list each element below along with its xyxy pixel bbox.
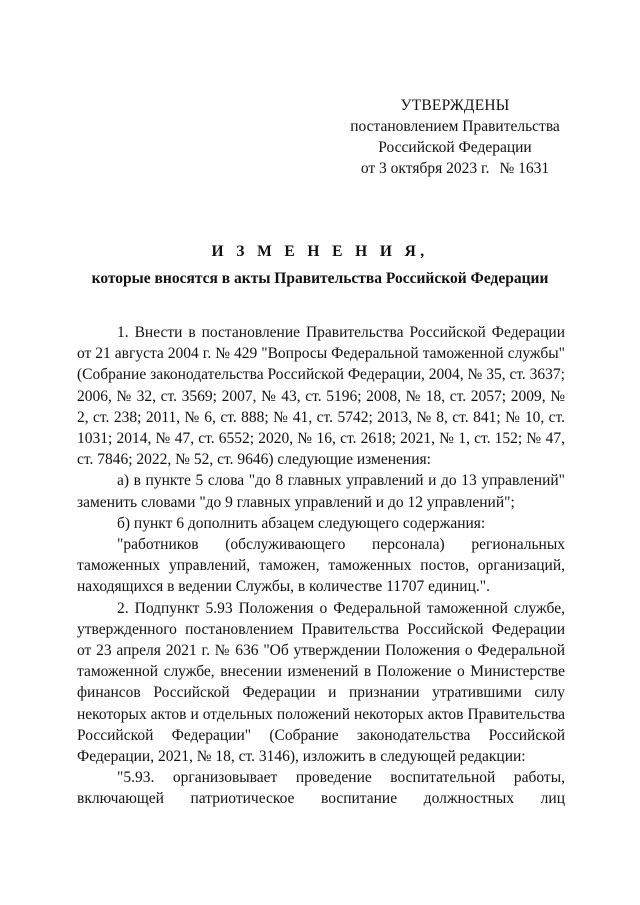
approval-line-resolution: постановлением Правительства <box>350 118 560 135</box>
document-subtitle: которые вносятся в акты Правительства Российской Федерации <box>91 270 549 287</box>
approval-date: от 3 октября 2023 г. <box>360 160 490 177</box>
paragraph-item-1a: а) в пункте 5 слова "до 8 главных управлений и до 13 управлений" заменить словами "до 9 главных управлений и до 12 управлений"; <box>77 472 565 511</box>
approval-line-federation: Российской Федерации <box>378 139 532 156</box>
approval-heading: УТВЕРЖДЕНЫ <box>400 97 510 114</box>
paragraph-quoted-addition: "работников (обслуживающего персонала) региональных таможенных управлений, таможен, таможенных постов, организаций, находящихся в ведении Службы, в количестве 11707 единиц.". <box>77 536 565 596</box>
paragraph-item-2: 2. Подпункт 5.93 Положения о Федеральной таможенной службе, утвержденного постановлением Правительства Российской Федерации от 23 апреля 2021 г. № 636 "Об утверждении Положения о Федеральной таможенной службе, внесении изменений в Положение о Министерстве финансов Российской Федерации и признании утратившими силу некоторых актов и отдельных положений некоторых актов Правительства Российской Федерации" (Собрание законодательства Российской Федерации, 2021, № 18, ст. 3146), изложить в следующей редакции: <box>77 599 565 766</box>
approval-date-line <box>330 158 580 179</box>
approval-stamp <box>330 95 580 179</box>
paragraph-item-1b: б) пункт 6 дополнить абзацем следующего содержания: <box>117 514 486 532</box>
document-body <box>77 322 565 810</box>
approval-number: № 1631 <box>499 160 550 177</box>
paragraph-item-1: 1. Внести в постановление Правительства Российской Федерации от 21 августа 2004 г. № 429 "Вопросы Федеральной таможенной службы" (Собрание законодательства Российской Федерации, 2004, № 35, ст. 3637; 2006, № 32, ст. 3569; 2007, № 43, ст. 5196; 2008, № 18, ст. 2057; 2009, № 2, ст. 238; 2011, № 6, ст. 888; № 41, ст. 5742; 2013, № 8, ст. 841; № 10, ст. 1031; 2014, № 47, ст. 6552; 2020, № 16, ст. 2618; 2021, № 1, ст. 152; № 47, ст. 7846; 2022, № 52, ст. 9646) следующие изменения: <box>77 324 565 469</box>
paragraph-item-5-93: "5.93. организовывает проведение воспитательной работы, включающей патриотическое воспитание должностных лиц <box>77 769 565 808</box>
document-title: И З М Е Н Е Н И Я, <box>211 243 429 260</box>
